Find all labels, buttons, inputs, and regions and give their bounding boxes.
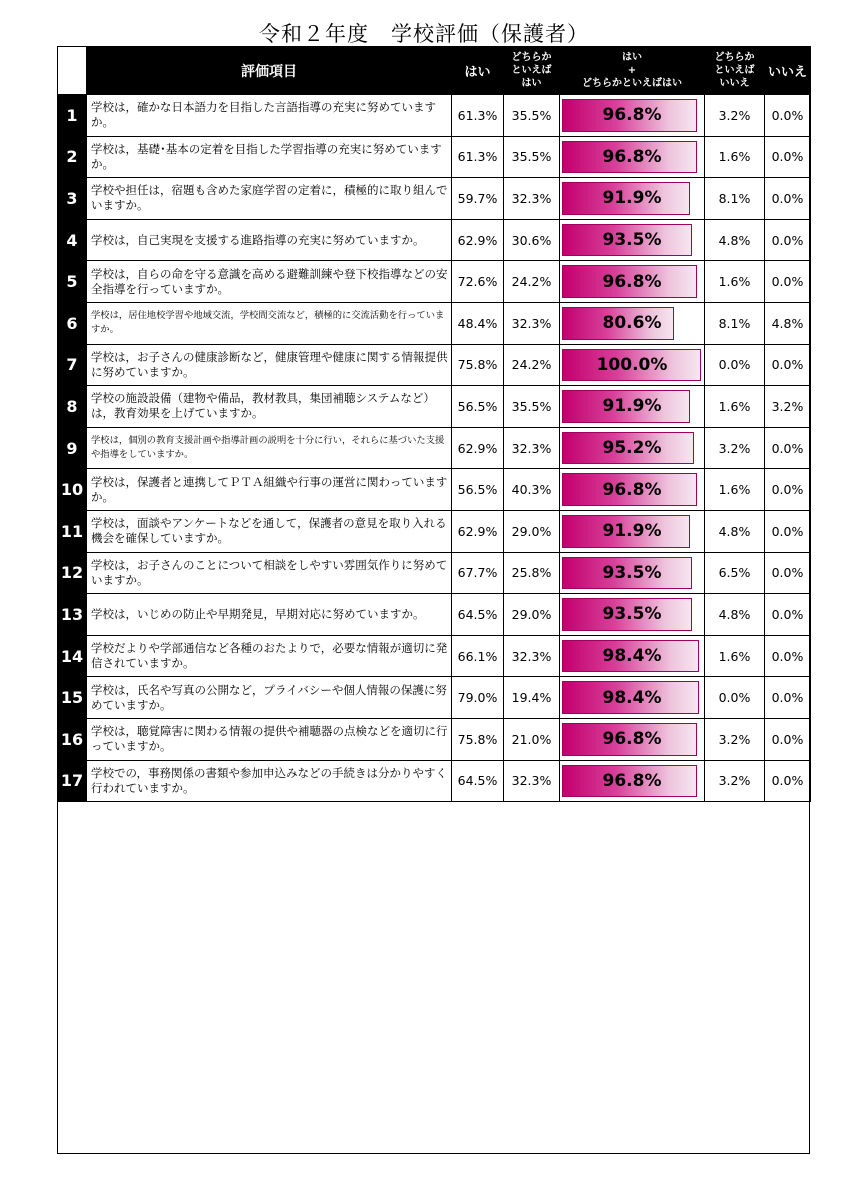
row-number: 10	[58, 469, 87, 511]
yes-percent: 75.8%	[452, 344, 504, 386]
no-percent: 0.0%	[765, 427, 811, 469]
question-text: 学校だよりや学部通信など各種のおたよりで，必要な情報が適切に発信されていますか。	[87, 635, 452, 677]
yes-percent: 62.9%	[452, 427, 504, 469]
no-percent: 3.2%	[765, 386, 811, 428]
somewhat-yes-percent: 32.3%	[504, 302, 560, 344]
combined-cell	[560, 677, 705, 719]
question-text: 学校は，自らの命を守る意識を高める避難訓練や登下校指導などの安全指導を行っていますか。	[87, 261, 452, 303]
no-percent: 0.0%	[765, 261, 811, 303]
row-number: 11	[58, 510, 87, 552]
row-number: 12	[58, 552, 87, 594]
question-text: 学校は，氏名や写真の公開など，プライバシーや個人情報の保護に努めていますか。	[87, 677, 452, 719]
yes-percent: 61.3%	[452, 95, 504, 137]
row-number: 16	[58, 718, 87, 760]
row-number: 1	[58, 95, 87, 137]
combined-cell	[560, 594, 705, 636]
somewhat-no-percent: 6.5%	[705, 552, 765, 594]
somewhat-no-percent: 0.0%	[705, 677, 765, 719]
question-text: 学校は，保護者と連携してＰＴＡ組織や行事の運営に関わっていますか。	[87, 469, 452, 511]
combined-percent: 96.8%	[602, 479, 662, 500]
combined-percent: 91.9%	[602, 188, 662, 209]
somewhat-no-percent: 8.1%	[705, 302, 765, 344]
combined-percent: 96.8%	[602, 105, 662, 126]
no-percent: 0.0%	[765, 219, 811, 261]
table-row	[58, 344, 811, 386]
row-number: 5	[58, 261, 87, 303]
somewhat-no-percent: 1.6%	[705, 386, 765, 428]
page-title: 令和２年度 学校評価（保護者）	[259, 22, 589, 46]
question-text: 学校は，基礎･基本の定着を目指した学習指導の充実に努めていますか。	[87, 136, 452, 178]
header-somewhat-no: どちらか といえば いいえ	[705, 47, 765, 95]
table-row	[58, 178, 811, 220]
row-number: 3	[58, 178, 87, 220]
somewhat-no-percent: 1.6%	[705, 635, 765, 677]
no-percent: 0.0%	[765, 95, 811, 137]
question-text: 学校は，いじめの防止や早期発見，早期対応に努めていますか。	[87, 594, 452, 636]
combined-cell	[560, 718, 705, 760]
question-text: 学校は，面談やアンケートなどを通して，保護者の意見を取り入れる機会を確保していますか。	[87, 510, 452, 552]
combined-percent: 100.0%	[596, 354, 668, 375]
table-row	[58, 95, 811, 137]
no-percent: 0.0%	[765, 344, 811, 386]
somewhat-yes-percent: 32.3%	[504, 427, 560, 469]
combined-percent: 91.9%	[602, 396, 662, 417]
combined-percent: 93.5%	[602, 604, 662, 625]
table-row	[58, 469, 811, 511]
question-text: 学校や担任は，宿題も含めた家庭学習の定着に，積極的に取り組んでいますか。	[87, 178, 452, 220]
question-text: 学校は，確かな日本語力を目指した言語指導の充実に努めていますか。	[87, 95, 452, 137]
row-number: 4	[58, 219, 87, 261]
combined-cell	[560, 95, 705, 137]
header-yes: はい	[452, 47, 504, 95]
row-number: 9	[58, 427, 87, 469]
combined-cell	[560, 261, 705, 303]
yes-percent: 48.4%	[452, 302, 504, 344]
somewhat-yes-percent: 32.3%	[504, 635, 560, 677]
no-percent: 0.0%	[765, 594, 811, 636]
table-row	[58, 718, 811, 760]
somewhat-yes-percent: 30.6%	[504, 219, 560, 261]
table-row	[58, 677, 811, 719]
somewhat-yes-percent: 35.5%	[504, 386, 560, 428]
combined-cell	[560, 344, 705, 386]
row-number: 7	[58, 344, 87, 386]
yes-percent: 62.9%	[452, 219, 504, 261]
question-text: 学校は，個別の教育支援計画や指導計画の説明を十分に行い，それらに基づいた支援や指導をしていますか。	[87, 427, 452, 469]
question-text: 学校は，自己実現を支援する進路指導の充実に努めていますか。	[87, 219, 452, 261]
somewhat-no-percent: 8.1%	[705, 178, 765, 220]
row-number: 2	[58, 136, 87, 178]
combined-cell	[560, 469, 705, 511]
yes-percent: 79.0%	[452, 677, 504, 719]
yes-percent: 72.6%	[452, 261, 504, 303]
combined-percent: 93.5%	[602, 562, 662, 583]
somewhat-no-percent: 4.8%	[705, 594, 765, 636]
combined-percent: 96.8%	[602, 146, 662, 167]
no-percent: 0.0%	[765, 178, 811, 220]
combined-percent: 91.9%	[602, 521, 662, 542]
somewhat-yes-percent: 25.8%	[504, 552, 560, 594]
yes-percent: 75.8%	[452, 718, 504, 760]
no-percent: 0.0%	[765, 677, 811, 719]
combined-percent: 96.8%	[602, 729, 662, 750]
somewhat-yes-percent: 29.0%	[504, 510, 560, 552]
yes-percent: 64.5%	[452, 760, 504, 802]
combined-cell	[560, 510, 705, 552]
combined-percent: 96.8%	[602, 770, 662, 791]
no-percent: 0.0%	[765, 552, 811, 594]
somewhat-no-percent: 1.6%	[705, 469, 765, 511]
no-percent: 0.0%	[765, 136, 811, 178]
table-row	[58, 261, 811, 303]
somewhat-yes-percent: 35.5%	[504, 136, 560, 178]
somewhat-yes-percent: 19.4%	[504, 677, 560, 719]
combined-percent: 80.6%	[602, 313, 662, 334]
combined-cell	[560, 427, 705, 469]
header-no: いいえ	[765, 47, 811, 95]
somewhat-yes-percent: 32.3%	[504, 760, 560, 802]
table-row	[58, 760, 811, 802]
yes-percent: 64.5%	[452, 594, 504, 636]
row-number: 13	[58, 594, 87, 636]
somewhat-no-percent: 1.6%	[705, 261, 765, 303]
combined-percent: 95.2%	[602, 438, 662, 459]
row-number: 15	[58, 677, 87, 719]
combined-cell	[560, 552, 705, 594]
header-combined: はい + どちらかといえばはい	[560, 47, 705, 95]
somewhat-no-percent: 3.2%	[705, 760, 765, 802]
table-row	[58, 552, 811, 594]
somewhat-no-percent: 4.8%	[705, 219, 765, 261]
header-somewhat-yes: どちらか といえば はい	[504, 47, 560, 95]
no-percent: 4.8%	[765, 302, 811, 344]
no-percent: 0.0%	[765, 718, 811, 760]
header-row	[58, 47, 811, 95]
table-row	[58, 427, 811, 469]
combined-cell	[560, 136, 705, 178]
yes-percent: 59.7%	[452, 178, 504, 220]
somewhat-no-percent: 0.0%	[705, 344, 765, 386]
table-row	[58, 219, 811, 261]
combined-percent: 98.4%	[602, 646, 662, 667]
somewhat-no-percent: 1.6%	[705, 136, 765, 178]
somewhat-yes-percent: 40.3%	[504, 469, 560, 511]
table-row	[58, 386, 811, 428]
combined-percent: 98.4%	[602, 687, 662, 708]
header-blank	[58, 47, 87, 95]
somewhat-yes-percent: 35.5%	[504, 95, 560, 137]
somewhat-no-percent: 3.2%	[705, 427, 765, 469]
somewhat-yes-percent: 21.0%	[504, 718, 560, 760]
combined-cell	[560, 760, 705, 802]
yes-percent: 56.5%	[452, 469, 504, 511]
combined-cell	[560, 386, 705, 428]
no-percent: 0.0%	[765, 469, 811, 511]
somewhat-no-percent: 4.8%	[705, 510, 765, 552]
question-text: 学校は，お子さんのことについて相談をしやすい雰囲気作りに努めていますか。	[87, 552, 452, 594]
somewhat-yes-percent: 29.0%	[504, 594, 560, 636]
somewhat-no-percent: 3.2%	[705, 718, 765, 760]
yes-percent: 67.7%	[452, 552, 504, 594]
combined-cell	[560, 635, 705, 677]
no-percent: 0.0%	[765, 635, 811, 677]
somewhat-yes-percent: 24.2%	[504, 344, 560, 386]
table-row	[58, 510, 811, 552]
yes-percent: 62.9%	[452, 510, 504, 552]
table-row	[58, 136, 811, 178]
table-row	[58, 594, 811, 636]
table-row	[58, 635, 811, 677]
combined-percent: 93.5%	[602, 230, 662, 251]
header-item: 評価項目	[87, 47, 452, 95]
combined-cell	[560, 302, 705, 344]
question-text: 学校は，お子さんの健康診断など，健康管理や健康に関する情報提供に努めていますか。	[87, 344, 452, 386]
combined-cell	[560, 178, 705, 220]
question-text: 学校は，聴覚障害に関わる情報の提供や補聴器の点検などを適切に行っていますか。	[87, 718, 452, 760]
somewhat-yes-percent: 24.2%	[504, 261, 560, 303]
row-number: 8	[58, 386, 87, 428]
question-text: 学校は，居住地校学習や地域交流，学校間交流など，積極的に交流活動を行っていますか。	[87, 302, 452, 344]
row-number: 17	[58, 760, 87, 802]
yes-percent: 61.3%	[452, 136, 504, 178]
combined-percent: 96.8%	[602, 271, 662, 292]
no-percent: 0.0%	[765, 510, 811, 552]
yes-percent: 66.1%	[452, 635, 504, 677]
somewhat-yes-percent: 32.3%	[504, 178, 560, 220]
question-text: 学校の施設設備（建物や備品，教材教具，集団補聴システムなど）は，教育効果を上げていますか。	[87, 386, 452, 428]
question-text: 学校での，事務関係の書類や参加申込みなどの手続きは分かりやすく行われていますか。	[87, 760, 452, 802]
no-percent: 0.0%	[765, 760, 811, 802]
combined-cell	[560, 219, 705, 261]
yes-percent: 56.5%	[452, 386, 504, 428]
evaluation-table	[57, 46, 811, 802]
row-number: 6	[58, 302, 87, 344]
table-row	[58, 302, 811, 344]
somewhat-no-percent: 3.2%	[705, 95, 765, 137]
row-number: 14	[58, 635, 87, 677]
